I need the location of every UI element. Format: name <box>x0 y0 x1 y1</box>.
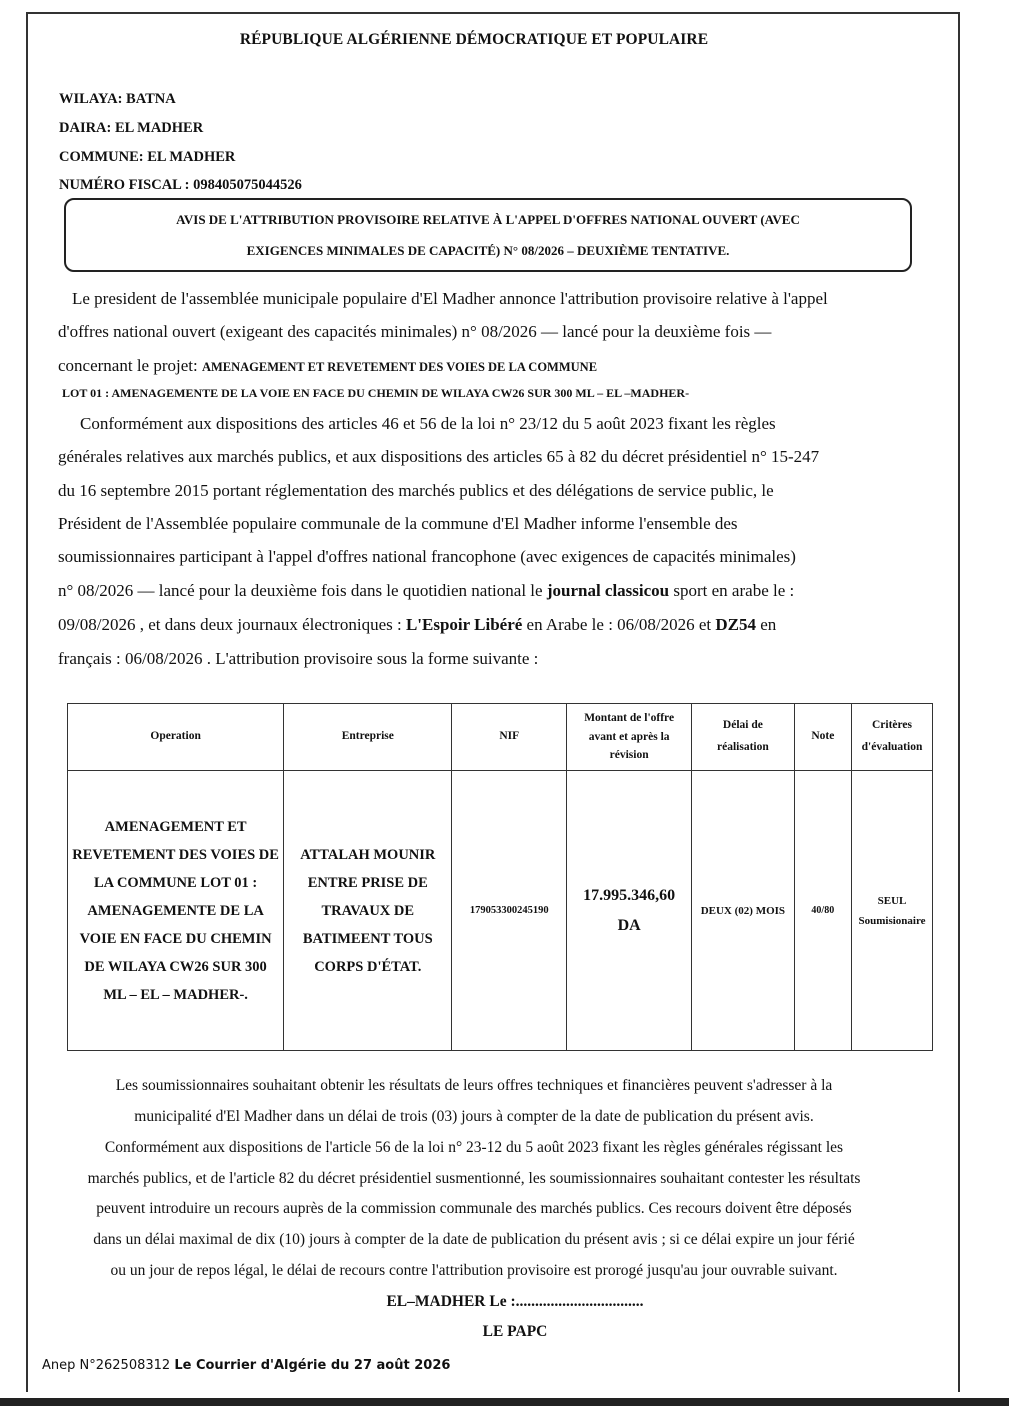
header-operation: Operation <box>68 704 284 771</box>
header-entreprise: Entreprise <box>284 704 452 771</box>
body-line-3: du 16 septembre 2015 portant réglementation des marchés publics et des délégations de service public, le <box>58 481 774 500</box>
notice-title-box <box>64 198 912 272</box>
closing-line-1: Les soumissionnaires souhaitant obtenir les résultats de leurs offres techniques et financières peuvent s'adresser à la <box>115 1077 833 1094</box>
notice-title-line-1: AVIS DE L'ATTRIBUTION PROVISOIRE RELATIVE À L'APPEL D'OFFRES NATIONAL OUVERT (AVEC <box>176 212 800 227</box>
newspaper-source: Le Courrier d'Algérie du 27 août 2026 <box>174 1358 451 1373</box>
body-line-2: générales relatives aux marchés publics, et aux dispositions des articles 65 à 82 du décret présidentiel n° 15-247 <box>58 447 820 466</box>
table-header-row <box>68 704 933 771</box>
closing-line-4: marchés publics, et de l'article 82 du décret présidentiel susmentionné, les soumissionnaires souhaitant contester les résultats <box>87 1170 861 1187</box>
cell-nif: 179053300245190 <box>452 771 567 1051</box>
closing-line-3: Conformément aux dispositions de l'article 56 de la loi n° 23-12 du 5 août 2023 fixant les règles générales régissant les <box>104 1139 844 1156</box>
signature-title: LE PAPC <box>482 1323 548 1340</box>
republic-heading: RÉPUBLIQUE ALGÉRIENNE DÉMOCRATIQUE ET POPULAIRE <box>239 31 709 48</box>
closing-line-7: ou un jour de repos légal, le délai de recours contre l'attribution provisoire est prorogé jusqu'au jour ouvrable suivant. <box>110 1262 838 1279</box>
daira-line: DAIRA: EL MADHER <box>59 120 204 136</box>
intro-line-2: d'offres national ouvert (exigeant des capacités minimales) n° 08/2026 — lancé pour la deuxième fois — <box>58 322 772 341</box>
intro-line-3 <box>58 356 597 376</box>
cell-operation: AMENAGEMENT ET REVETEMENT DES VOIES DE LA COMMUNE LOT 01 : AMENAGEMENTE DE LA VOIE EN FACE DU CHEMIN DE WILAYA CW26 SUR 300 ML – EL – MADHER-. <box>68 771 284 1051</box>
body-line-1: Conformément aux dispositions des articles 46 et 56 de la loi n° 23/12 du 5 août 2023 fixant les règles <box>80 414 776 433</box>
header-note: Note <box>794 704 851 771</box>
cell-note: 40/80 <box>794 771 851 1051</box>
notice-title-line-2: EXIGENCES MINIMALES DE CAPACITÉ) N° 08/2026 – DEUXIÈME TENTATIVE. <box>246 243 730 258</box>
header-nif: NIF <box>452 704 567 771</box>
table-row <box>68 771 933 1051</box>
body-line-8: français : 06/08/2026 . L'attribution provisoire sous la forme suivante : <box>58 649 539 668</box>
signature-place: EL–MADHER Le :................................. <box>386 1293 644 1310</box>
commune-line: COMMUNE: EL MADHER <box>59 149 236 165</box>
body-line-7-c: en Arabe le : 06/08/2026 et <box>522 615 716 634</box>
closing-line-6: dans un délai maximal de dix (10) jours à compter de la date de publication du présent avis ; si ce délai expire un jour férié <box>93 1231 855 1248</box>
journal-name: journal classicou <box>546 581 670 600</box>
body-line-7 <box>58 615 776 635</box>
espoir-libere: L'Espoir Libéré <box>405 615 523 634</box>
dz54: DZ54 <box>715 615 757 634</box>
body-line-5: soumissionnaires participant à l'appel d'offres national francophone (avec exigences de capacités minimales) <box>58 547 796 566</box>
fiscal-number-line: NUMÉRO FISCAL : 098405075044526 <box>59 177 302 193</box>
closing-line-2: municipalité d'El Madher dans un délai de trois (03) jours à compter de la date de publication du présent avis. <box>134 1108 814 1125</box>
body-line-7-a: 09/08/2026 , et dans deux journaux électroniques : <box>58 615 406 634</box>
body-line-7-e: en <box>756 615 777 634</box>
bottom-rule <box>0 1398 1009 1406</box>
body-line-6 <box>58 581 794 601</box>
project-name: AMENAGEMENT ET REVETEMENT DES VOIES DE LA COMMUNE <box>201 360 598 374</box>
attribution-table <box>67 703 933 1051</box>
cell-montant: 17.995.346,60 DA <box>567 771 692 1051</box>
body-line-6-c: sport en arabe le : <box>669 581 795 600</box>
body-line-4: Président de l'Assemblée populaire communale de la commune d'El Madher informe l'ensemble des <box>58 514 738 533</box>
header-criteres: Critères d'évaluation <box>852 704 933 771</box>
body-line-6-a: n° 08/2026 — lancé pour la deuxième fois dans le quotidien national le <box>58 581 547 600</box>
header-montant: Montant de l'offre avant et après la révision <box>567 704 692 771</box>
cell-entreprise: ATTALAH MOUNIR ENTRE PRISE DE TRAVAUX DE BATIMEENT TOUS CORPS D'ÉTAT. <box>284 771 452 1051</box>
project-prefix: concernant le projet: <box>58 356 202 375</box>
intro-line-1: Le president de l'assemblée municipale populaire d'El Madher annonce l'attribution provisoire relative à l'appel <box>72 289 828 308</box>
wilaya-line: WILAYA: BATNA <box>59 91 176 107</box>
anep-number: Anep N°262508312 <box>42 1358 175 1373</box>
footer <box>42 1358 450 1373</box>
closing-line-5: peuvent introduire un recours auprès de la commission communale des marchés publics. Ces recours doivent être déposés <box>96 1200 852 1217</box>
header-delai: Délai de réalisation <box>692 704 794 771</box>
lot-line: LOT 01 : AMENAGEMENTE DE LA VOIE EN FACE DU CHEMIN DE WILAYA CW26 SUR 300 ML – EL –MADHER- <box>62 386 690 400</box>
cell-delai: DEUX (02) MOIS <box>692 771 794 1051</box>
cell-criteres: SEUL Soumisionaire <box>852 771 933 1051</box>
